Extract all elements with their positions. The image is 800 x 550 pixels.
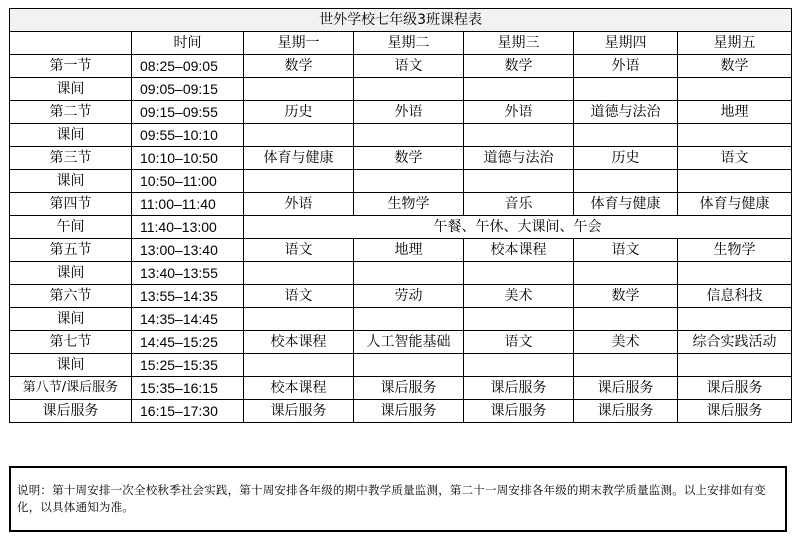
- period-label: 课间: [10, 170, 132, 193]
- subject-cell: [464, 170, 574, 193]
- subject-cell: [464, 354, 574, 377]
- schedule-title: 世外学校七年级3班课程表: [10, 9, 792, 32]
- table-row: [10, 400, 792, 423]
- time-cell: 15:25–15:35: [132, 354, 244, 377]
- period-label: 第六节: [10, 285, 132, 308]
- time-cell: 13:40–13:55: [132, 262, 244, 285]
- period-label: 午间: [10, 216, 132, 239]
- subject-cell: [244, 170, 354, 193]
- period-label: 课间: [10, 124, 132, 147]
- table-row: [10, 308, 792, 331]
- subject-cell: [354, 354, 464, 377]
- table-row: [10, 170, 792, 193]
- subject-cell: [244, 308, 354, 331]
- period-label: 课间: [10, 78, 132, 101]
- header-day: 星期四: [574, 32, 678, 55]
- subject-cell: [678, 170, 792, 193]
- subject-cell: [574, 262, 678, 285]
- subject-cell: [244, 262, 354, 285]
- subject-cell: 体育与健康: [574, 193, 678, 216]
- time-cell: 09:55–10:10: [132, 124, 244, 147]
- subject-cell: 历史: [244, 101, 354, 124]
- header-day: 星期一: [244, 32, 354, 55]
- subject-cell: [678, 262, 792, 285]
- subject-cell: 外语: [354, 101, 464, 124]
- subject-cell: [354, 308, 464, 331]
- header-time: 时间: [132, 32, 244, 55]
- table-row: [10, 377, 792, 400]
- subject-cell: 课后服务: [678, 400, 792, 423]
- subject-cell: 地理: [354, 239, 464, 262]
- subject-cell: 信息科技: [678, 285, 792, 308]
- time-cell: 11:00–11:40: [132, 193, 244, 216]
- header-day: 星期五: [678, 32, 792, 55]
- period-label: 第四节: [10, 193, 132, 216]
- subject-cell: 校本课程: [464, 239, 574, 262]
- subject-cell: 体育与健康: [678, 193, 792, 216]
- subject-cell: 外语: [244, 193, 354, 216]
- subject-cell: 道德与法治: [464, 147, 574, 170]
- time-cell: 08:25–09:05: [132, 55, 244, 78]
- period-label: 课间: [10, 262, 132, 285]
- subject-cell: [244, 354, 354, 377]
- subject-cell: [464, 78, 574, 101]
- time-cell: 10:10–10:50: [132, 147, 244, 170]
- subject-cell: 语文: [574, 239, 678, 262]
- note-text: 说明：第十周安排一次全校秋季社会实践，第十周安排各年级的期中教学质量监测，第二十一周安排各年级的期末教学质量监测。以上安排如有变化，以具体通知为准。: [17, 483, 766, 514]
- period-label: 课后服务: [10, 400, 132, 423]
- subject-cell: 校本课程: [244, 377, 354, 400]
- subject-cell: 语文: [464, 331, 574, 354]
- subject-cell: 体育与健康: [244, 147, 354, 170]
- lunch-merged-cell: 午餐、午休、大课间、午会: [244, 216, 792, 239]
- table-row: [10, 354, 792, 377]
- subject-cell: 语文: [244, 285, 354, 308]
- subject-cell: [244, 78, 354, 101]
- subject-cell: [574, 170, 678, 193]
- table-row: [10, 147, 792, 170]
- subject-cell: 美术: [574, 331, 678, 354]
- subject-cell: [574, 78, 678, 101]
- table-row: [10, 239, 792, 262]
- header-day: 星期二: [354, 32, 464, 55]
- subject-cell: [678, 78, 792, 101]
- subject-cell: [354, 170, 464, 193]
- subject-cell: [354, 78, 464, 101]
- time-cell: 09:15–09:55: [132, 101, 244, 124]
- subject-cell: [244, 124, 354, 147]
- period-label: 课间: [10, 308, 132, 331]
- period-label: 第一节: [10, 55, 132, 78]
- subject-cell: 外语: [574, 55, 678, 78]
- subject-cell: 数学: [464, 55, 574, 78]
- time-cell: 15:35–16:15: [132, 377, 244, 400]
- subject-cell: 课后服务: [464, 400, 574, 423]
- time-cell: 13:55–14:35: [132, 285, 244, 308]
- subject-cell: 数学: [678, 55, 792, 78]
- table-row: [10, 124, 792, 147]
- schedule-table: [9, 8, 792, 423]
- table-row: [10, 331, 792, 354]
- subject-cell: 道德与法治: [574, 101, 678, 124]
- header-day: 星期三: [464, 32, 574, 55]
- subject-cell: 音乐: [464, 193, 574, 216]
- subject-cell: [464, 262, 574, 285]
- subject-cell: [574, 308, 678, 331]
- subject-cell: 课后服务: [574, 400, 678, 423]
- note-box: [9, 466, 787, 532]
- schedule-body: [10, 55, 792, 423]
- subject-cell: 校本课程: [244, 331, 354, 354]
- time-cell: 14:45–15:25: [132, 331, 244, 354]
- header-blank: [10, 32, 132, 55]
- period-label: 第五节: [10, 239, 132, 262]
- subject-cell: 语文: [678, 147, 792, 170]
- subject-cell: 课后服务: [354, 400, 464, 423]
- subject-cell: 综合实践活动: [678, 331, 792, 354]
- subject-cell: [678, 354, 792, 377]
- subject-cell: [574, 354, 678, 377]
- subject-cell: 历史: [574, 147, 678, 170]
- subject-cell: 语文: [244, 239, 354, 262]
- table-row: [10, 193, 792, 216]
- period-label: 第八节/课后服务: [10, 377, 132, 400]
- subject-cell: [464, 124, 574, 147]
- subject-cell: 外语: [464, 101, 574, 124]
- table-row: [10, 285, 792, 308]
- subject-cell: 课后服务: [678, 377, 792, 400]
- subject-cell: 数学: [244, 55, 354, 78]
- subject-cell: 生物学: [354, 193, 464, 216]
- subject-cell: 人工智能基础: [354, 331, 464, 354]
- table-row: [10, 78, 792, 101]
- subject-cell: 数学: [574, 285, 678, 308]
- time-cell: 09:05–09:15: [132, 78, 244, 101]
- subject-cell: 课后服务: [464, 377, 574, 400]
- period-label: 课间: [10, 354, 132, 377]
- period-label: 第七节: [10, 331, 132, 354]
- period-label: 第二节: [10, 101, 132, 124]
- subject-cell: 数学: [354, 147, 464, 170]
- subject-cell: 语文: [354, 55, 464, 78]
- header-row: [10, 32, 792, 55]
- subject-cell: [464, 308, 574, 331]
- subject-cell: [574, 124, 678, 147]
- subject-cell: 课后服务: [354, 377, 464, 400]
- subject-cell: 课后服务: [574, 377, 678, 400]
- subject-cell: 劳动: [354, 285, 464, 308]
- time-cell: 11:40–13:00: [132, 216, 244, 239]
- subject-cell: 地理: [678, 101, 792, 124]
- subject-cell: [678, 308, 792, 331]
- period-label: 第三节: [10, 147, 132, 170]
- time-cell: 13:00–13:40: [132, 239, 244, 262]
- subject-cell: 生物学: [678, 239, 792, 262]
- time-cell: 14:35–14:45: [132, 308, 244, 331]
- subject-cell: [354, 262, 464, 285]
- table-row: [10, 216, 792, 239]
- table-row: [10, 101, 792, 124]
- table-row: [10, 55, 792, 78]
- time-cell: 16:15–17:30: [132, 400, 244, 423]
- subject-cell: [678, 124, 792, 147]
- subject-cell: 课后服务: [244, 400, 354, 423]
- subject-cell: [354, 124, 464, 147]
- table-row: [10, 262, 792, 285]
- subject-cell: 美术: [464, 285, 574, 308]
- time-cell: 10:50–11:00: [132, 170, 244, 193]
